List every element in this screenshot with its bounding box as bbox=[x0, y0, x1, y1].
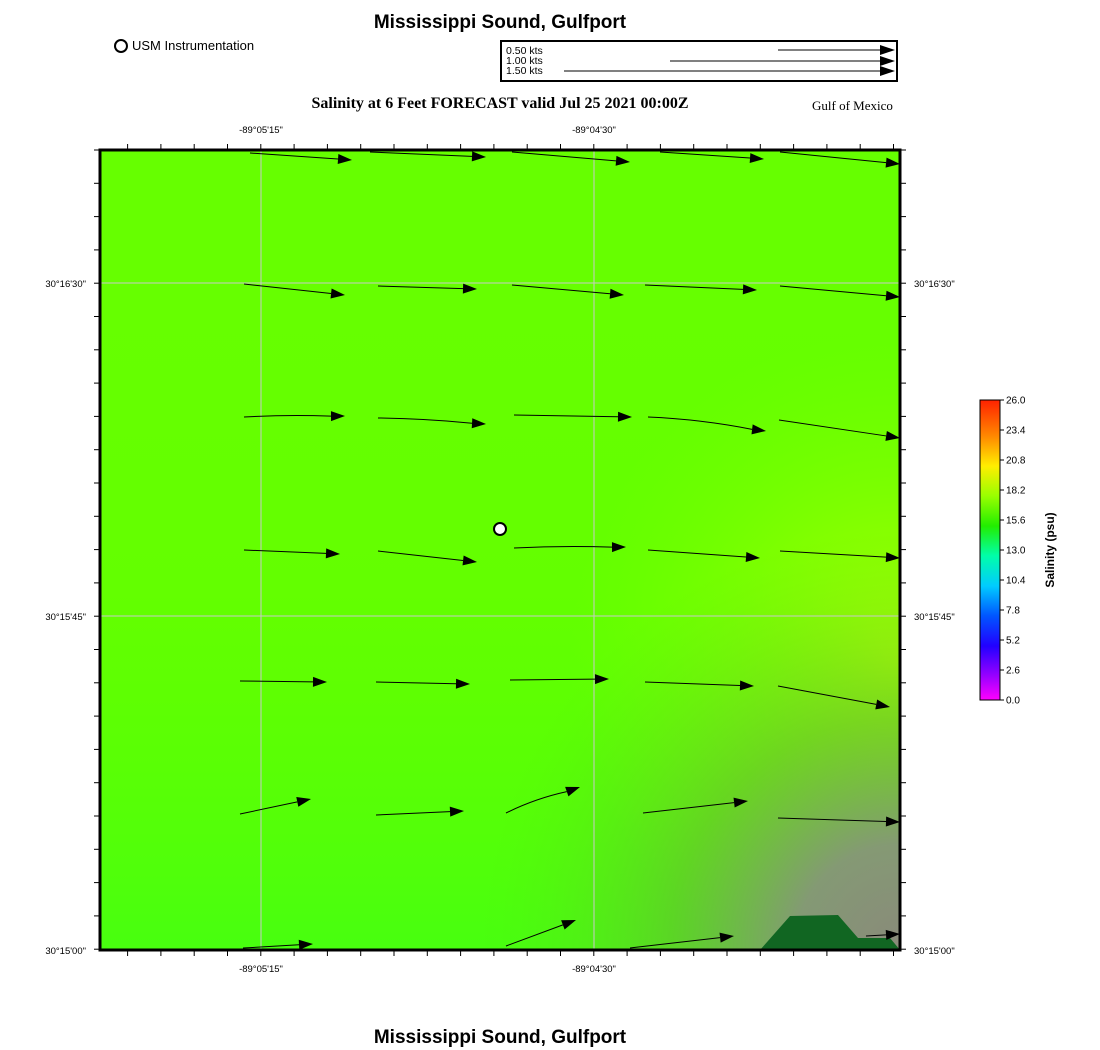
colorbar-tick-label-7: 7.8 bbox=[1006, 605, 1020, 617]
page-title: Mississippi Sound, Gulfport bbox=[373, 12, 627, 33]
footer-title: Mississippi Sound, Gulfport bbox=[373, 1027, 627, 1048]
colorbar-tick-label-6: 10.4 bbox=[1006, 575, 1026, 587]
colorbar-tick-label-3: 18.2 bbox=[1006, 485, 1026, 497]
colorbar-tick-label-0: 26.0 bbox=[1006, 395, 1026, 407]
lat-tick-right-3: 30°15'00" bbox=[914, 946, 955, 957]
salinity-colorbar bbox=[970, 392, 1070, 712]
colorbar-tick-label-9: 2.6 bbox=[1006, 665, 1020, 677]
salinity-field bbox=[100, 150, 900, 950]
lon-tick-bottom-1: -89°05'15" bbox=[239, 964, 283, 975]
colorbar-scale bbox=[980, 400, 1000, 700]
scale-label-100: 1.00 kts bbox=[506, 55, 543, 67]
scale-label-150: 1.50 kts bbox=[506, 65, 543, 77]
colorbar-tick-label-1: 23.4 bbox=[1006, 425, 1026, 437]
legend-label: USM Instrumentation bbox=[132, 38, 255, 53]
scale-label-050: 0.50 kts bbox=[506, 45, 543, 57]
colorbar-tick-label-2: 20.8 bbox=[1006, 455, 1026, 467]
colorbar-tick-label-8: 5.2 bbox=[1006, 635, 1020, 647]
lon-tick-top-2: -89°04'30" bbox=[572, 125, 616, 136]
colorbar-tick-label-10: 0.0 bbox=[1006, 695, 1020, 707]
colorbar-tick-label-5: 13.0 bbox=[1006, 545, 1026, 557]
colorbar-ticks bbox=[1000, 396, 1026, 707]
map-subtitle: Salinity at 6 Feet FORECAST valid Jul 25 2021 00:00Z bbox=[311, 95, 689, 112]
lat-tick-left-3: 30°15'00" bbox=[45, 946, 86, 957]
lon-tick-top-1: -89°05'15" bbox=[239, 125, 283, 136]
lat-tick-right-2: 30°15'45" bbox=[914, 612, 955, 623]
lat-tick-left-1: 30°16'30" bbox=[45, 279, 86, 290]
lon-tick-bottom-2: -89°04'30" bbox=[572, 964, 616, 975]
colorbar-label: Salinity (psu) bbox=[1043, 512, 1057, 588]
usm-station-marker bbox=[494, 523, 506, 535]
colorbar-tick-label-4: 15.6 bbox=[1006, 515, 1026, 527]
region-label: Gulf of Mexico bbox=[812, 98, 893, 113]
lat-tick-left-2: 30°15'45" bbox=[45, 612, 86, 623]
lat-tick-right-1: 30°16'30" bbox=[914, 279, 955, 290]
